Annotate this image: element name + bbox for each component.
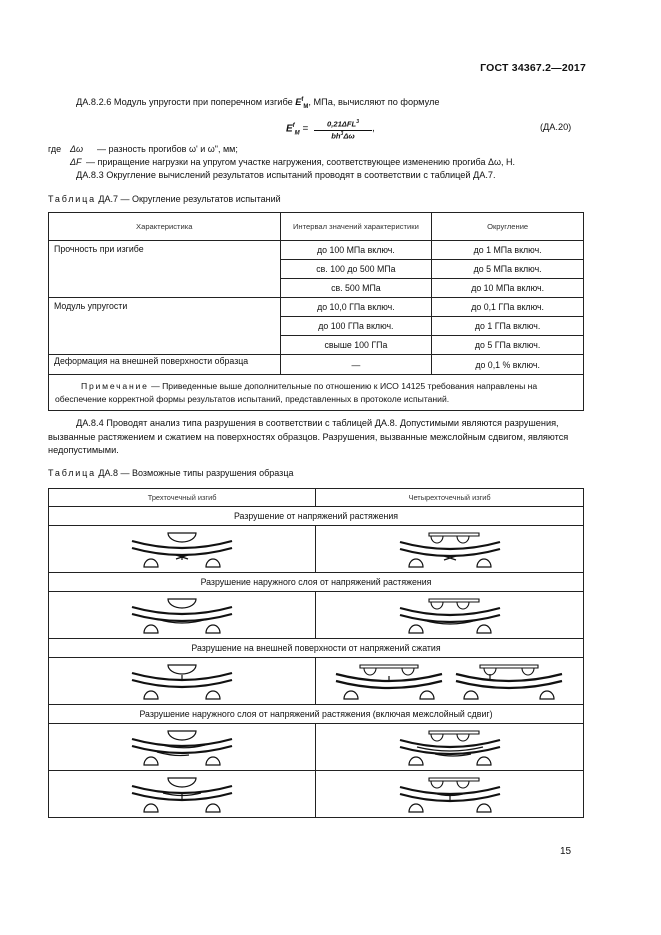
def1-text: — разность прогибов ω' и ω", мм; [97, 144, 238, 154]
paragraph-da83: ДА.8.3 Округление вычислений результатов испытаний проводят в соответствии с таблицей ДА.7. [76, 170, 496, 180]
figure-four-point-compression [316, 658, 584, 705]
standard-designation: ГОСТ 34367.2—2017 [480, 62, 586, 74]
figure-three-point-shear-a [49, 724, 316, 771]
table7-row-label: Прочность при изгибе [49, 241, 281, 298]
table7-cell: до 10 МПа включ. [432, 279, 584, 298]
paragraph-da84: ДА.8.4 Проводят анализ типа разрушения в соответствии с таблицей ДА.8. Допустимыми являются разрушения, вызванные растяжением и сжатием на поверхностях образцов. Разрушения, вызванные межслойным сдвигом, являются недопустимыми. [48, 418, 569, 455]
table7-caption: Таблица ДА.7 — Округление результатов испытаний [48, 194, 281, 204]
table7-cell: св. 100 до 500 МПа [280, 260, 432, 279]
figure-three-point-tension [49, 526, 316, 573]
figure-three-point-outer-layer [49, 592, 316, 639]
table7-header-rounding: Округление [432, 213, 584, 241]
table8-header-four-point: Четырехточечный изгиб [316, 489, 584, 507]
figure-four-point-shear-b [316, 771, 584, 818]
table7-cell: до 5 МПа включ. [432, 260, 584, 279]
def2-text: — приращение нагрузки на упругом участке нагружения, соответствующее изменению прогиба Δω, Н. [86, 157, 516, 167]
table7-header-interval: Интервал значений характеристики [280, 213, 432, 241]
table7-cell: св. 500 МПа [280, 279, 432, 298]
table-da7 [48, 212, 584, 411]
page-number: 15 [560, 846, 572, 857]
table7-header-characteristic: Характеристика [49, 213, 281, 241]
table7-row-label: Модуль упругости [49, 298, 281, 355]
table7-cell: до 5 ГПа включ. [432, 336, 584, 355]
table8-section-header: Разрушение наружного слоя от напряжений растяжения (включая межслойный сдвиг) [49, 705, 584, 724]
figure-three-point-shear-b [49, 771, 316, 818]
table7-cell: до 1 ГПа включ. [432, 317, 584, 336]
where-lead: где [48, 144, 62, 154]
table7-cell: до 0,1 ГПа включ. [432, 298, 584, 317]
table7-cell: до 1 МПа включ. [432, 241, 584, 260]
table8-header-three-point: Трехточечный изгиб [49, 489, 316, 507]
figure-four-point-tension [316, 526, 584, 573]
table7-note: Примечание — Приведенные выше дополнительные по отношению к ИСО 14125 требования направлены на обеспечение корректной формы результатов испытаний, представленных в протоколе испытаний. [49, 375, 584, 411]
def1-symbol: Δω [70, 144, 84, 154]
modulus-symbol: E [295, 97, 302, 108]
table7-row-label: Деформация на внешней поверхности образца [49, 355, 281, 375]
table7-cell: до 10,0 ГПа включ. [280, 298, 432, 317]
figure-four-point-outer-layer [316, 592, 584, 639]
table8-caption: Таблица ДА.8 — Возможные типы разрушения образца [48, 468, 294, 478]
table7-cell: — [280, 355, 432, 375]
formula-number: (ДА.20) [540, 122, 572, 132]
table8-section-header: Разрушение от напряжений растяжения [49, 507, 584, 526]
paragraph-da826: ДА.8.2.6 Модуль упругости при поперечном изгибе $E^f_M$, МПа, вычисляют по формуле [76, 97, 440, 110]
table7-cell: до 100 МПа включ. [280, 241, 432, 260]
table7-cell: до 0,1 % включ. [432, 355, 584, 375]
table8-section-header: Разрушение на внешней поверхности от напряжений сжатия [49, 639, 584, 658]
def2-symbol: ΔF [70, 157, 82, 167]
table8-section-header: Разрушение наружного слоя от напряжений растяжения [49, 573, 584, 592]
figure-three-point-compression [49, 658, 316, 705]
table7-cell: свыше 100 ГПа [280, 336, 432, 355]
table7-cell: до 100 ГПа включ. [280, 317, 432, 336]
formula-da20: $E^f_M$ = 0,21ΔFL$^3$ $bh^3\Delta\omega$ , [286, 119, 375, 141]
table-da8 [48, 488, 584, 818]
figure-four-point-shear-a [316, 724, 584, 771]
